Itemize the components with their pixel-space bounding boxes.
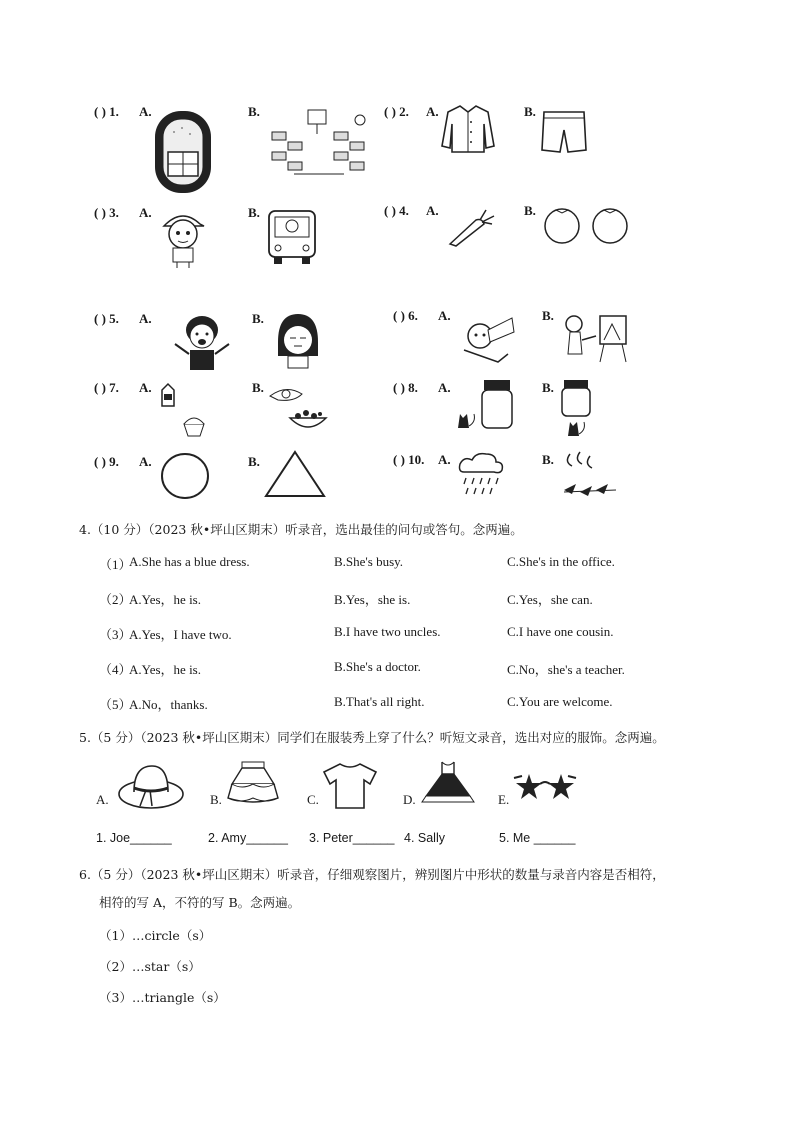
q4-option-a: A.Yes，he is. — [129, 662, 201, 677]
milk-and-cupcake-icon — [156, 380, 206, 438]
q5-option-c-label: C. — [307, 792, 319, 807]
q4-option-b-label: B. — [524, 203, 536, 218]
q6-item-2: （2）…star（s） — [99, 959, 201, 974]
skirt-icon — [226, 760, 280, 806]
q4-option-c: C.No，she's a teacher. — [507, 662, 625, 677]
q4-item-number: （5） — [99, 697, 132, 712]
q7-label: ( ) 7. — [94, 380, 119, 395]
q4-option-b: B.She's busy. — [334, 554, 404, 569]
q5-option-a-label: A. — [96, 792, 109, 807]
tomatoes-icon — [540, 204, 640, 244]
shorts-icon — [540, 108, 588, 154]
q4-option-a: A.She has a blue dress. — [129, 554, 250, 569]
tired-girl-icon — [274, 312, 322, 370]
q5-option-e-label: E. — [498, 792, 510, 807]
cat-beside-jar-icon — [454, 378, 516, 432]
q9-label: ( ) 9. — [94, 454, 119, 469]
q3-option-a-label: A. — [139, 205, 152, 220]
q10-option-b-label: B. — [542, 452, 554, 467]
triangle-shape-icon — [264, 450, 326, 498]
q2-label: ( ) 2. — [384, 104, 409, 119]
cat-under-jar-icon — [558, 378, 598, 438]
q5-label: ( ) 5. — [94, 311, 119, 326]
shirt-icon — [440, 102, 496, 154]
wind-icon — [562, 450, 618, 500]
q8-option-a-label: A. — [438, 380, 451, 395]
q4-option-a-label: A. — [426, 203, 439, 218]
q4-option-c: C.She's in the office. — [507, 554, 615, 569]
q6-option-a-label: A. — [438, 308, 451, 323]
bus-driver-icon — [266, 208, 318, 266]
q4-item-number: （4） — [99, 662, 132, 677]
q4-option-b: B.I have two uncles. — [334, 624, 441, 639]
excited-girl-icon — [165, 310, 239, 372]
q4-option-a: A.Yes，I have two. — [129, 627, 232, 642]
q6-item-1: （1）…circle（s） — [99, 928, 212, 943]
q4-option-b: B.She's a doctor. — [334, 659, 421, 674]
q4-label: ( ) 4. — [384, 203, 409, 218]
t-shirt-icon — [322, 762, 378, 810]
rain-cloud-icon — [456, 450, 506, 498]
egg-and-salad-icon — [266, 380, 330, 434]
star-sunglasses-icon — [512, 772, 578, 804]
q5-blank-peter[interactable]: 3. Peter______ — [309, 831, 395, 845]
q5-option-b-label: B. — [252, 311, 264, 326]
q9-option-b-label: B. — [248, 454, 260, 469]
q5-blank-amy[interactable]: 2. Amy______ — [208, 831, 288, 845]
q4-option-c: C.I have one cousin. — [507, 624, 614, 639]
q7-option-a-label: A. — [139, 380, 152, 395]
q4-option-c: C.Yes，she can. — [507, 592, 593, 607]
classroom-icon — [264, 104, 376, 188]
q4-item-number: （2） — [99, 592, 132, 607]
q8-label: ( ) 8. — [393, 380, 418, 395]
hat-icon — [116, 762, 186, 810]
q5-blank-me[interactable]: 5. Me ______ — [499, 831, 576, 845]
q1-label: ( ) 1. — [94, 104, 119, 119]
q4-option-b: B.Yes，she is. — [334, 592, 411, 607]
stadium-icon — [152, 108, 214, 196]
q5-blank-sally[interactable]: 4. Sally — [404, 831, 445, 845]
q3-option-b-label: B. — [248, 205, 260, 220]
q10-label: ( ) 10. — [393, 452, 425, 467]
q4-heading: 4.（10 分）（2023 秋•坪山区期末）听录音，选出最佳的问句或答句。念两遍。 — [79, 522, 523, 537]
q10-option-a-label: A. — [438, 452, 451, 467]
q4-item-number: （1） — [99, 557, 132, 572]
q8-option-b-label: B. — [542, 380, 554, 395]
q6-option-b-label: B. — [542, 308, 554, 323]
q4-option-b: B.That's all right. — [334, 694, 425, 709]
q6-item-3: （3）…triangle（s） — [99, 990, 226, 1005]
child-reading-icon — [458, 310, 518, 366]
q4-option-c: C.You are welcome. — [507, 694, 613, 709]
q6-heading-line1: 6.（5 分）（2023 秋•坪山区期末）听录音，仔细观察图片，辨别图片中形状的数量与录音内容是否相符， — [79, 867, 665, 882]
q9-option-a-label: A. — [139, 454, 152, 469]
q4-item-number: （3） — [99, 627, 132, 642]
q2-option-a-label: A. — [426, 104, 439, 119]
q1-option-b-label: B. — [248, 104, 260, 119]
q5-option-b-label: B. — [210, 792, 222, 807]
carrot-icon — [446, 206, 496, 248]
boy-with-cap-icon — [158, 206, 208, 270]
q5-heading: 5.（5 分）（2023 秋•坪山区期末）同学们在服装秀上穿了什么？听短文录音，选出对应的服饰。念两遍。 — [79, 730, 665, 745]
q4-option-a: A.Yes，he is. — [129, 592, 201, 607]
q1-option-a-label: A. — [139, 104, 152, 119]
circle-shape-icon — [160, 452, 210, 500]
dress-icon — [420, 760, 476, 806]
q7-option-b-label: B. — [252, 380, 264, 395]
q6-heading-line2: 相符的写 A，不符的写 B。念两遍。 — [99, 895, 301, 910]
q5-option-a-label: A. — [139, 311, 152, 326]
q4-option-a: A.No，thanks. — [129, 697, 208, 712]
q5-blank-joe[interactable]: 1. Joe______ — [96, 831, 172, 845]
q2-option-b-label: B. — [524, 104, 536, 119]
q3-label: ( ) 3. — [94, 205, 119, 220]
q6-label: ( ) 6. — [393, 308, 418, 323]
child-painting-icon — [560, 310, 630, 366]
q5-option-d-label: D. — [403, 792, 416, 807]
